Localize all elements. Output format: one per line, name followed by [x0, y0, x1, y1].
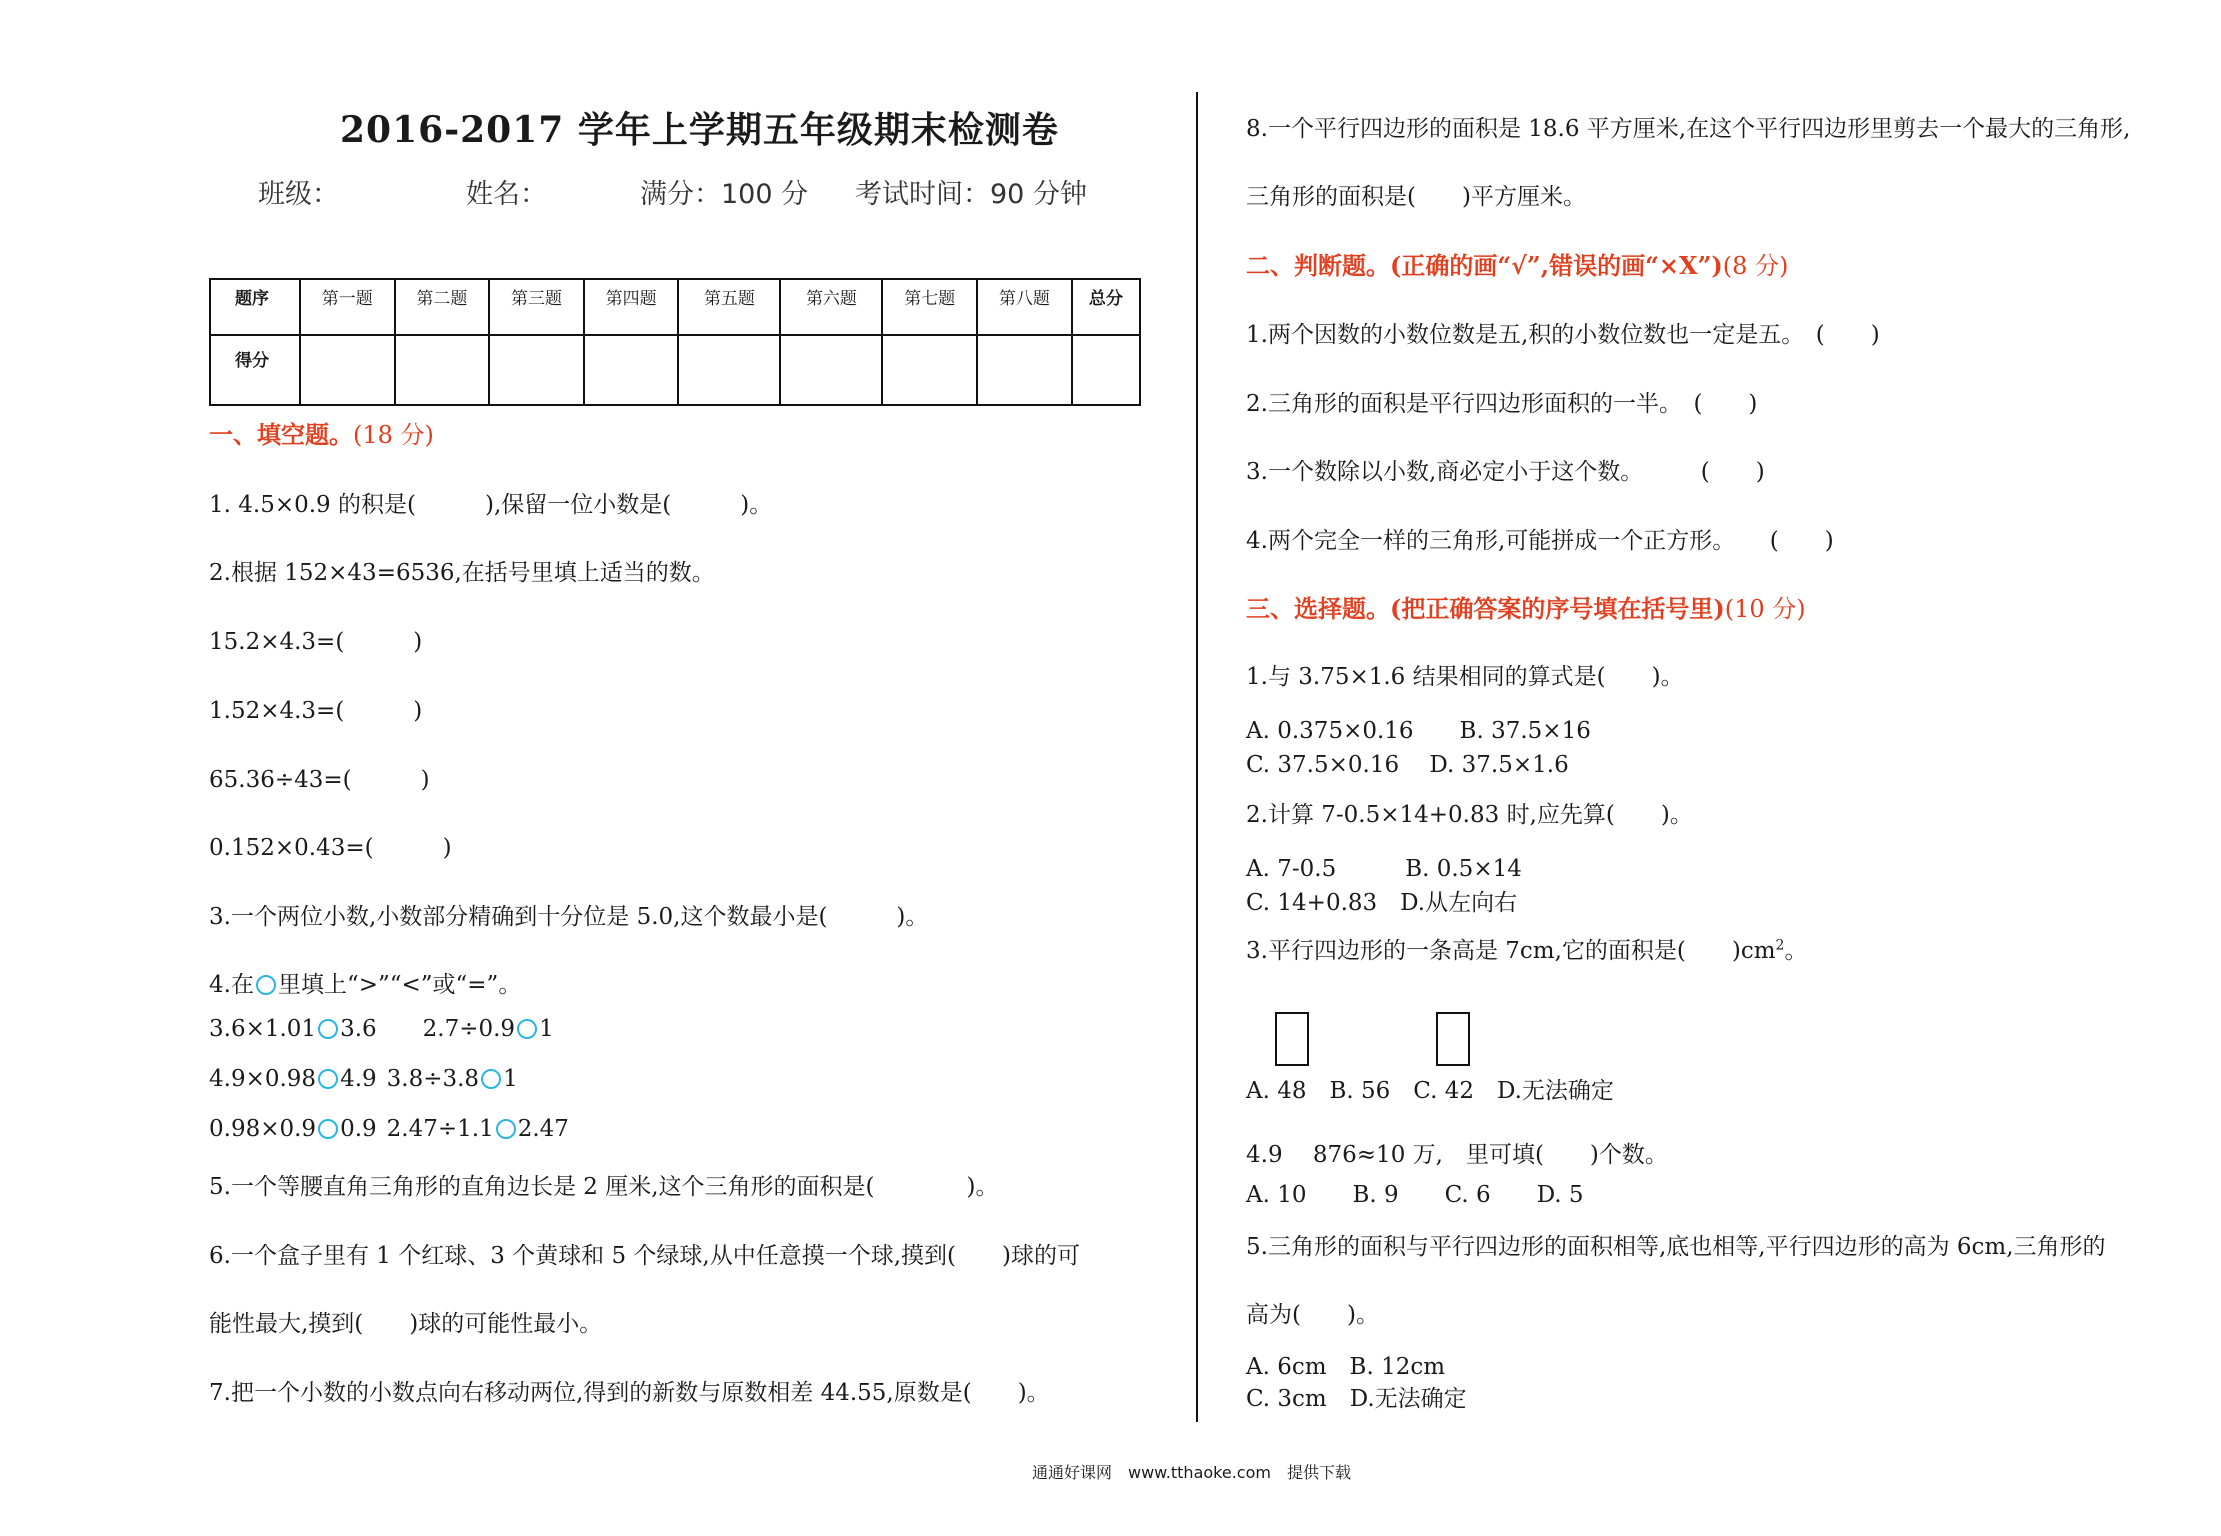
score-cell[interactable]	[780, 335, 882, 405]
compare-left: 2.47÷1.1	[386, 1116, 494, 1142]
section-points: (10 分)	[1724, 595, 1806, 623]
question-2a: 15.2×4.3=( )	[209, 629, 423, 655]
choice-2: 2.计算 7-0.5×14+0.83 时,应先算( )。	[1246, 802, 1693, 828]
compare-left: 3.6×1.01	[209, 1016, 317, 1042]
score-cell[interactable]	[300, 335, 395, 405]
choice-5-options-1: A. 6cm B. 12cm	[1246, 1354, 1446, 1380]
name-label: 姓名：	[466, 179, 547, 210]
circle-icon[interactable]	[496, 1119, 516, 1139]
question-2: 2.根据 152×43=6536,在括号里填上适当的数。	[209, 560, 715, 586]
score-table-header: 第一题	[300, 279, 395, 335]
full-score: 满分：100 分	[640, 179, 809, 210]
compare-left: 3.8÷3.8	[386, 1066, 480, 1092]
circle-icon[interactable]	[481, 1069, 501, 1089]
section-title: 三、选择题。(把正确答案的序号填在括号里)	[1246, 594, 1725, 623]
page-title: 2016-2017 学年上学期五年级期末检测卷	[340, 109, 1059, 151]
compare-right: 1	[539, 1016, 554, 1042]
circle-icon[interactable]	[318, 1119, 338, 1139]
score-cell[interactable]	[678, 335, 780, 405]
question-2d: 0.152×0.43=( )	[209, 835, 452, 861]
score-table-header: 第二题	[395, 279, 490, 335]
choice-4: 4.9 876≈10 万, 里可填( )个数。	[1246, 1142, 1668, 1168]
choice-1-options-1: A. 0.375×0.16 B. 37.5×16	[1246, 718, 1591, 744]
compare-right: 3.6	[340, 1016, 377, 1042]
section-points: (8 分)	[1722, 252, 1789, 280]
footer-text: 通通好课网 www.tthaoke.com 提供下载	[1032, 1463, 1351, 1482]
class-label: 班级：	[258, 179, 339, 210]
judgement-1: 1.两个因数的小数位数是五,积的小数位数也一定是五。 ( )	[1246, 322, 1880, 348]
score-cell[interactable]	[1072, 335, 1140, 405]
compare-row-3	[209, 1116, 569, 1142]
choice-3-superscript: 2	[1775, 937, 1785, 954]
score-table	[209, 278, 1141, 406]
choice-3-text: 3.平行四边形的一条高是 7cm,它的面积是( )cm	[1246, 938, 1776, 964]
question-2b: 1.52×4.3=( )	[209, 698, 423, 724]
compare-left: 2.7÷0.9	[422, 1016, 516, 1042]
compare-row-1	[209, 1016, 554, 1042]
choice-5-options-2: C. 3cm D.无法确定	[1246, 1386, 1467, 1412]
score-table-header: 第四题	[584, 279, 679, 335]
score-table-header: 第三题	[489, 279, 584, 335]
score-label: 得分	[210, 335, 300, 405]
question-4	[209, 966, 521, 999]
choice-3-end: 。	[1784, 938, 1808, 964]
choice-4-options: A. 10 B. 9 C. 6 D. 5	[1246, 1182, 1584, 1208]
choice-1: 1.与 3.75×1.6 结果相同的算式是( )。	[1246, 664, 1684, 690]
choice-5-line-1: 5.三角形的面积与平行四边形的面积相等,底也相等,平行四边形的高为 6cm,三角形的	[1246, 1234, 2106, 1260]
score-table-header: 第五题	[678, 279, 780, 335]
question-5: 5.一个等腰直角三角形的直角边长是 2 厘米,这个三角形的面积是( )。	[209, 1174, 999, 1200]
choice-1-options-2: C. 37.5×0.16 D. 37.5×1.6	[1246, 752, 1569, 778]
choice-3	[1246, 932, 1807, 965]
question-4-suffix: 里填上“>”“<”或“=”。	[277, 972, 522, 998]
score-cell[interactable]	[882, 335, 977, 405]
score-cell[interactable]	[395, 335, 490, 405]
compare-right: 2.47	[517, 1116, 569, 1142]
choice-5-line-2: 高为( )。	[1246, 1302, 1379, 1328]
judgement-2: 2.三角形的面积是平行四边形面积的一半。 ( )	[1246, 391, 1758, 417]
compare-right: 1	[503, 1066, 518, 1092]
question-1: 1. 4.5×0.9 的积是( ),保留一位小数是( )。	[209, 492, 773, 518]
score-table-header-row	[210, 279, 1140, 335]
score-cell[interactable]	[584, 335, 679, 405]
score-table-header: 第七题	[882, 279, 977, 335]
question-8-line-2: 三角形的面积是( )平方厘米。	[1246, 184, 1586, 210]
exam-time: 考试时间：90 分钟	[855, 179, 1087, 210]
score-table-header: 总分	[1072, 279, 1140, 335]
score-table-header: 第八题	[977, 279, 1072, 335]
question-4-prefix: 4.在	[209, 972, 254, 998]
judgement-4: 4.两个完全一样的三角形,可能拼成一个正方形。 ( )	[1246, 528, 1834, 554]
circle-icon[interactable]	[318, 1069, 338, 1089]
section-title: 一、填空题。	[209, 420, 353, 449]
question-3: 3.一个两位小数,小数部分精确到十分位是 5.0,这个数最小是( )。	[209, 904, 929, 930]
question-6-line-2: 能性最大,摸到( )球的可能性最小。	[209, 1311, 603, 1337]
choice-3-options: A. 48 B. 56 C. 42 D.无法确定	[1246, 1078, 1614, 1104]
choice-2-options-1: A. 7-0.5 B. 0.5×14	[1246, 856, 1522, 882]
compare-left: 0.98×0.9	[209, 1116, 317, 1142]
section-fill-blank-heading	[209, 415, 434, 450]
question-6-line-1: 6.一个盒子里有 1 个红球、3 个黄球和 5 个绿球,从中任意摸一个球,摸到( )球的可	[209, 1243, 1080, 1269]
score-table-score-row	[210, 335, 1140, 405]
section-choice-heading	[1246, 589, 1806, 624]
compare-row-2	[209, 1066, 518, 1092]
section-judgement-heading	[1246, 246, 1788, 281]
answer-box-icon	[1275, 1012, 1309, 1066]
score-table-header: 第六题	[780, 279, 882, 335]
choice-2-options-2: C. 14+0.83 D.从左向右	[1246, 890, 1518, 916]
score-cell[interactable]	[489, 335, 584, 405]
judgement-3: 3.一个数除以小数,商必定小于这个数。 ( )	[1246, 459, 1765, 485]
question-8-line-1: 8.一个平行四边形的面积是 18.6 平方厘米,在这个平行四边形里剪去一个最大的三角形,	[1246, 116, 2131, 142]
score-table-header: 题序	[210, 279, 300, 335]
circle-icon	[256, 975, 276, 995]
compare-left: 4.9×0.98	[209, 1066, 317, 1092]
score-cell[interactable]	[977, 335, 1072, 405]
section-points: (18 分)	[353, 421, 434, 449]
circle-icon[interactable]	[318, 1019, 338, 1039]
compare-right: 4.9	[340, 1066, 377, 1092]
circle-icon[interactable]	[517, 1019, 537, 1039]
question-2c: 65.36÷43=( )	[209, 767, 430, 793]
compare-right: 0.9	[340, 1116, 377, 1142]
question-7: 7.把一个小数的小数点向右移动两位,得到的新数与原数相差 44.55,原数是( )。	[209, 1380, 1050, 1406]
section-title: 二、判断题。(正确的画“√”,错误的画“×X”)	[1246, 251, 1723, 280]
column-divider	[1196, 92, 1198, 1422]
answer-box-icon	[1436, 1012, 1470, 1066]
